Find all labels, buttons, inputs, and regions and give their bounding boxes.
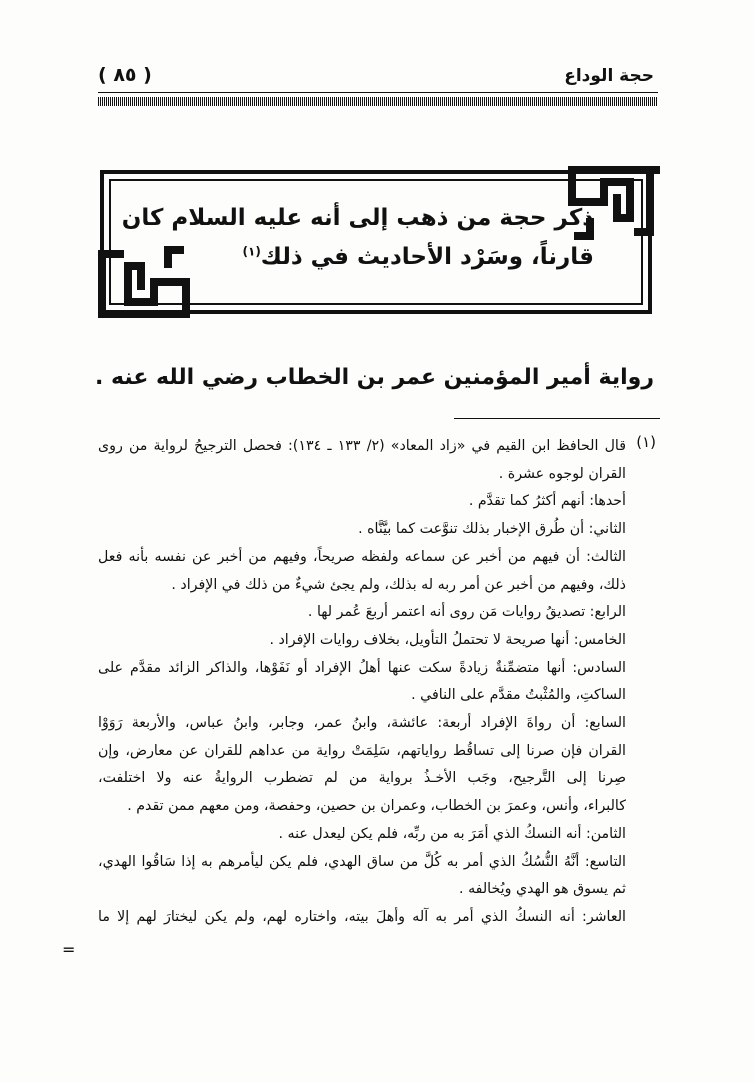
footnote-line: القران لوجوه عشرة . [498,465,626,482]
footnote-marker: (١) [636,433,656,451]
footnote-line: الرابع: تصديقُ روايات مَن روى أنه اعتمر أربعَ عُمر لها . [307,604,626,621]
footnote-line: الثالث: أن فيهم من أخبر عن سماعه ولفظه صريحاً، وفيهم من أخبر عن نفسه بأنه فعل [98,548,626,565]
footnote-line: الساكتِ، والمُثْبتُ مقدَّم على النافي . [411,687,626,704]
footnote-line: السابع: أن رواةَ الإفراد أربعة: عائشة، وابنُ عمر، وجابر، وابنُ عباس، والأربعة رَوَوْا [98,715,626,732]
footnote-body [98,433,626,932]
header-rule [98,92,658,93]
footnote-line: القران فإن صرنا إلى تساقُط رواياتهم، سَلِمَتْ رواية من عداهم للقران عن معارض، وإن [98,742,626,759]
footnote-line: التاسع: أنَّهُ النُّسُكُ الذي أمر به كُلَّ من ساق الهدي، فلم يكن ليأمرهم به إذا سَاقُوا الهدي، [98,853,626,870]
footnote-line: قال الحافظ ابن القيم في «زاد المعاد» (٢/ ١٣٣ ـ ١٣٤): فحصل الترجيحُ لرواية من روى [98,438,626,454]
footnote-line: العاشر: أنه النسكُ الذي أمر به آله وأهلَ بيته، واختاره لهم، ولم يكن ليختارَ لهم إلا ما [98,908,626,925]
page-number: ( ٨٥ ) [98,64,152,86]
section-heading-line-2 [243,244,595,270]
continuation-mark: = [62,940,76,959]
footnote-line: أحدها: أنهم أكثرُ كما تقدَّم . [468,493,626,510]
footnote-line: صِرنا إلى التَّرجيح، وجَب الأخـذُ برواية من لم تضطرب الروايةُ عنه ولا اختلفت، [98,770,626,787]
footnote-line: الخامس: أنها صريحة لا تحتملُ التأويل، بخلاف روايات الإفراد . [269,631,626,648]
footnote-line: الثامن: أنه النسكُ الذي أمَرَ به من ربِّه، فلم يكن ليعدل عنه . [278,825,626,842]
running-title: حجة الوداع [564,66,654,86]
footnote-separator [454,418,660,419]
decorative-heading-frame [98,162,660,322]
footnote-line: كالبراء، وأنس، وعمرَ بن الخطاب، وعمران بن حصين، وحفصة، ومن معهم ممن تقدم . [127,798,626,815]
heading-footnote-ref: (١) [242,244,261,259]
footnote-line: ذلك، وفيهم من أخبر عن أمر ربه له بذلك، ولم يجئ شيءٌ من ذلك في الإفراد . [171,576,626,593]
section-heading-line-1: ذكر حجة من ذهب إلى أنه عليه السلام كان [121,205,594,231]
narration-line: رواية أمير المؤمنين عمر بن الخطاب رضي الله عنه . [95,365,654,390]
heading-text: قارناً، وسَرْد الأحاديث في ذلك [260,244,594,270]
header-hatched-rule [98,97,658,106]
footnote-line: الثاني: أن طُرق الإخبار بذلك تنوَّعت كما بيَّنَّاه . [358,521,626,538]
footnote-line: ثم يسوق هو الهدي ويُخالفه . [459,881,626,898]
footnote-line: السادس: أنها متضمِّنةٌ زيادةً سكت عنها أهلُ الإفراد أو نَفَوْها، والذاكر الزائد مقدَّم على [98,659,626,676]
